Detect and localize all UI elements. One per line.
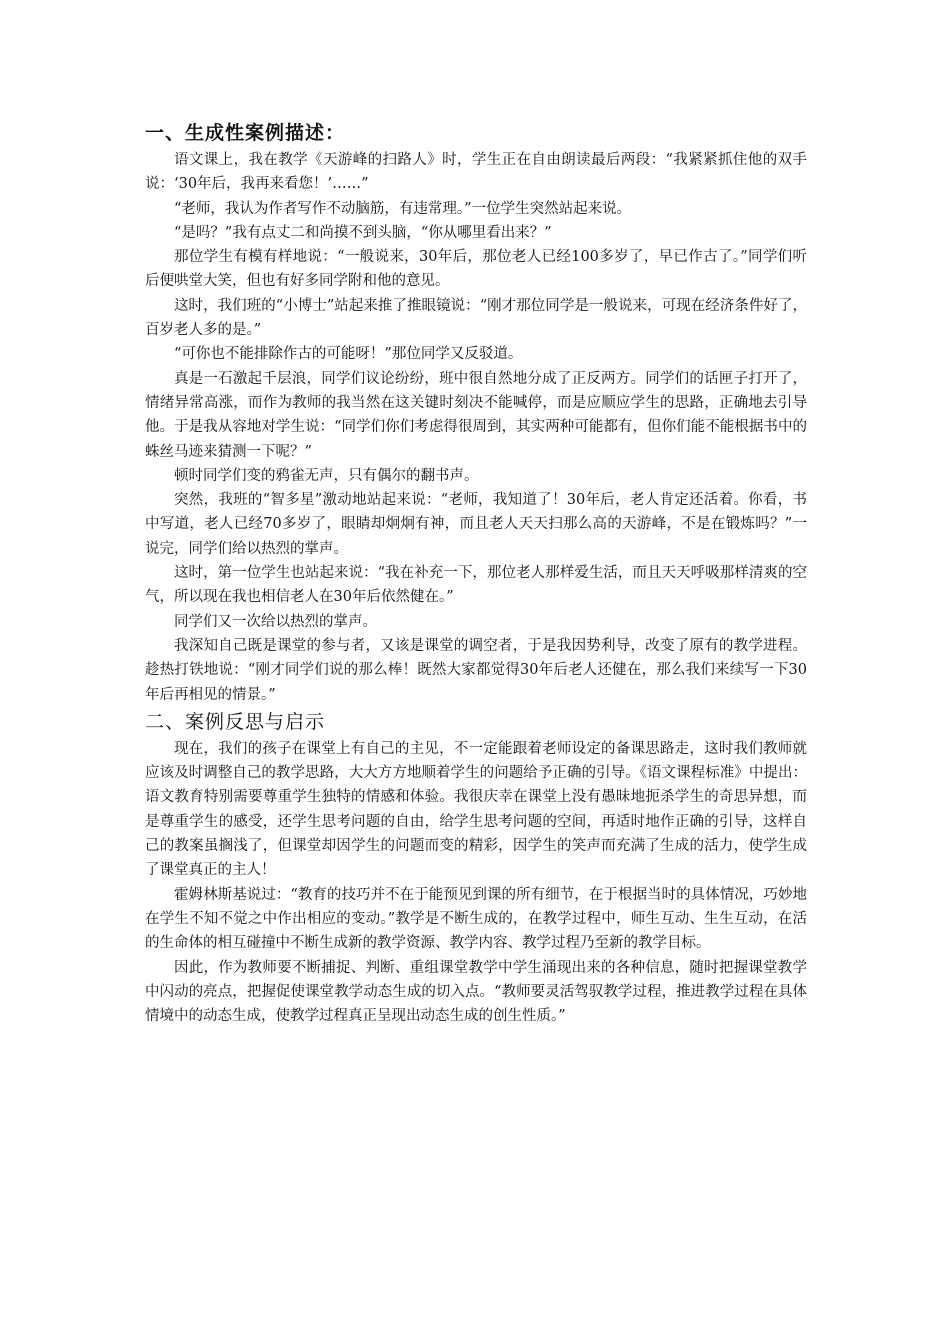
section1-paragraph: 突然，我班的“智多星”激动地站起来说：“老师，我知道了！30年后，老人肯定还活着。你看，书中写道，老人已经70多岁了，眼睛却炯炯有神，而且老人天天扫那么高的天游峰，不是在锻炼吗？”一说完，同学们给以热烈的掌声。 bbox=[145, 492, 807, 557]
section1-paragraph: 真是一石激起千层浪，同学们议论纷纷，班中很自然地分成了正反两方。同学们的话匣子打开了，情绪异常高涨，而作为教师的我当然在这关键时刻决不能喊停，而是应顺应学生的思路，正确地去引导他。于是我从容地对学生说：“同学们你们考虑得很周到，其实两种可能都有，但你们能不能根据书中的蛛丝马迹来猜测一下呢？” bbox=[145, 370, 807, 460]
section2-heading: 二、案例反思与启示 bbox=[145, 710, 326, 733]
section1-paragraph: 这时，我们班的“小博士”站起来推了推眼镜说：“刚才那位同学是一般说来，可现在经济条件好了，百岁老人多的是。” bbox=[145, 297, 807, 339]
section1-paragraph: 那位学生有模有样地说：“一般说来，30年后，那位老人已经100多岁了，早已作古了。”同学们听后便哄堂大笑，但也有好多同学附和他的意见。 bbox=[145, 249, 807, 290]
section1-paragraph: 我深知自己既是课堂的参与者，又该是课堂的调空者，于是我因势利导，改变了原有的教学进程。趁热打铁地说：“刚才同学们说的那么棒！既然大家都觉得30年后老人还健在，那么我们来续写一下30年后再相见的情景。” bbox=[145, 637, 807, 703]
section1-paragraph: 语文课上，我在教学《天游峰的扫路人》时，学生正在自由朗读最后两段：“我紧紧抓住他的双手说：‘30年后，我再来看您！’……” bbox=[145, 152, 807, 193]
section1-paragraph: “可你也不能排除作古的可能呀！”那位同学又反驳道。 bbox=[174, 346, 523, 363]
section1-paragraph: 顿时同学们变的鸦雀无声，只有偶尔的翻书声。 bbox=[174, 467, 479, 484]
section1-paragraph: 这时，第一位学生也站起来说：“我在补充一下，那位老人那样爱生活，而且天天呼吸那样清爽的空气，所以现在我也相信老人在30年后依然健在。” bbox=[145, 565, 807, 606]
document-page bbox=[145, 118, 807, 1028]
section2-paragraph: 因此，作为教师要不断捕捉、判断、重组课堂教学中学生涌现出来的各种信息，随时把握课堂教学中闪动的亮点，把握促使课堂教学动态生成的切入点。“教师要灵活驾驭教学过程，推进教学过程在具体情境中的动态生成，使教学过程真正呈现出动态生成的创生性质。” bbox=[145, 959, 807, 1025]
section2-paragraph: 霍姆林斯基说过：“教育的技巧并不在于能预见到课的所有细节，在于根据当时的具体情况，巧妙地在学生不知不觉之中作出相应的变动。”教学是不断生成的，在教学过程中，师生互动、生生互动，在活的生命体的相互碰撞中不断生成新的教学资源、教学内容、教学过程乃至新的教学目标。 bbox=[145, 886, 807, 952]
section1-paragraph: 同学们又一次给以热烈的掌声。 bbox=[174, 613, 377, 630]
section2-paragraph: 现在，我们的孩子在课堂上有自己的主见，不一定能跟着老师设定的备课思路走，这时我们教师就应该及时调整自己的教学思路，大大方方地顺着学生的问题给予正确的引导。《语文课程标准》中提出：语文教育特别需要尊重学生独特的情感和体验。我很庆幸在课堂上没有愚昧地扼杀学生的奇思异想，而是尊重学生的感受，还学生思考问题的自由，给学生思考问题的空间，再适时地作正确的引导，这样自己的教案虽搁浅了，但课堂却因学生的问题而变的精彩，因学生的笑声而充满了生成的活力，使学生成了课堂真正的主人！ bbox=[145, 740, 807, 879]
section1-paragraph: “老师，我认为作者写作不动脑筋，有违常理。”一位学生突然站起来说。 bbox=[174, 200, 632, 217]
section1-paragraph: “是吗？”我有点丈二和尚摸不到头脑，“你从哪里看出来？” bbox=[174, 224, 552, 241]
section1-heading: 一、生成性案例描述： bbox=[145, 122, 346, 144]
